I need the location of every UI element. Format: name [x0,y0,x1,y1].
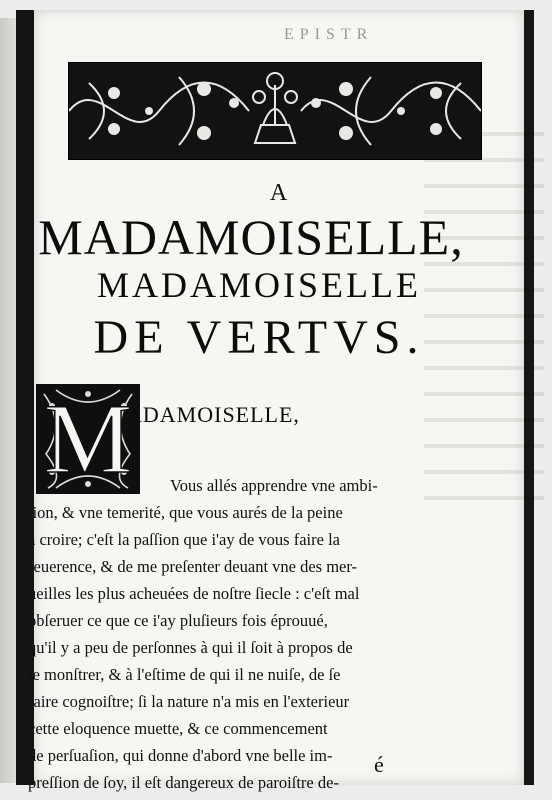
drop-cap-letter: M [43,383,133,494]
title-line-1: MADAMOISELLE, [38,209,464,265]
running-head: EPISTR [284,26,374,43]
title-line-3: DE VERTVS. [93,311,425,364]
body-line: preſſion de ſoy, il eſt dangereux de paroiſtre de- [28,773,339,792]
title-line-2: MADAMOISELLE [97,265,421,305]
dedication-a: A [269,180,289,206]
body-text [28,472,446,796]
body-line: ſe monſtrer, & à l'eſtime de qui il ne nuiſe, de ſe [28,665,341,684]
body-line: cette eloquence muette, & ce commencement [28,719,328,738]
body-line: de perſuaſion, qui donne d'abord vne belle im- [28,746,333,765]
book-page [28,10,524,792]
body-line: Vous allés apprendre vne ambi- [170,476,378,495]
body-line: tion, & vne temerité, que vous aurés de la peine [28,503,343,522]
body-line: reuerence, & de me preſenter deuant vne des mer- [28,557,358,576]
body-line: faire cognoiſtre; ſi la nature n'a mis en l'exterieur [28,692,350,711]
floral-headpiece-ornament [68,62,482,160]
body-line: qu'il y a peu de perſonnes à qui il ſoit à propos de [28,638,353,657]
body-line: obſeruer ce que ce i'ay pluſieurs fois éprouué, [28,611,328,630]
body-line: ueilles les plus acheuées de noſtre ſiecle : c'eſt mal [28,584,360,603]
salutation: ADAMOISELLE, [126,402,300,427]
catchword: é [374,752,384,777]
body-line: à croire; c'eſt la paſſion que i'ay de vous faire la [28,530,340,549]
